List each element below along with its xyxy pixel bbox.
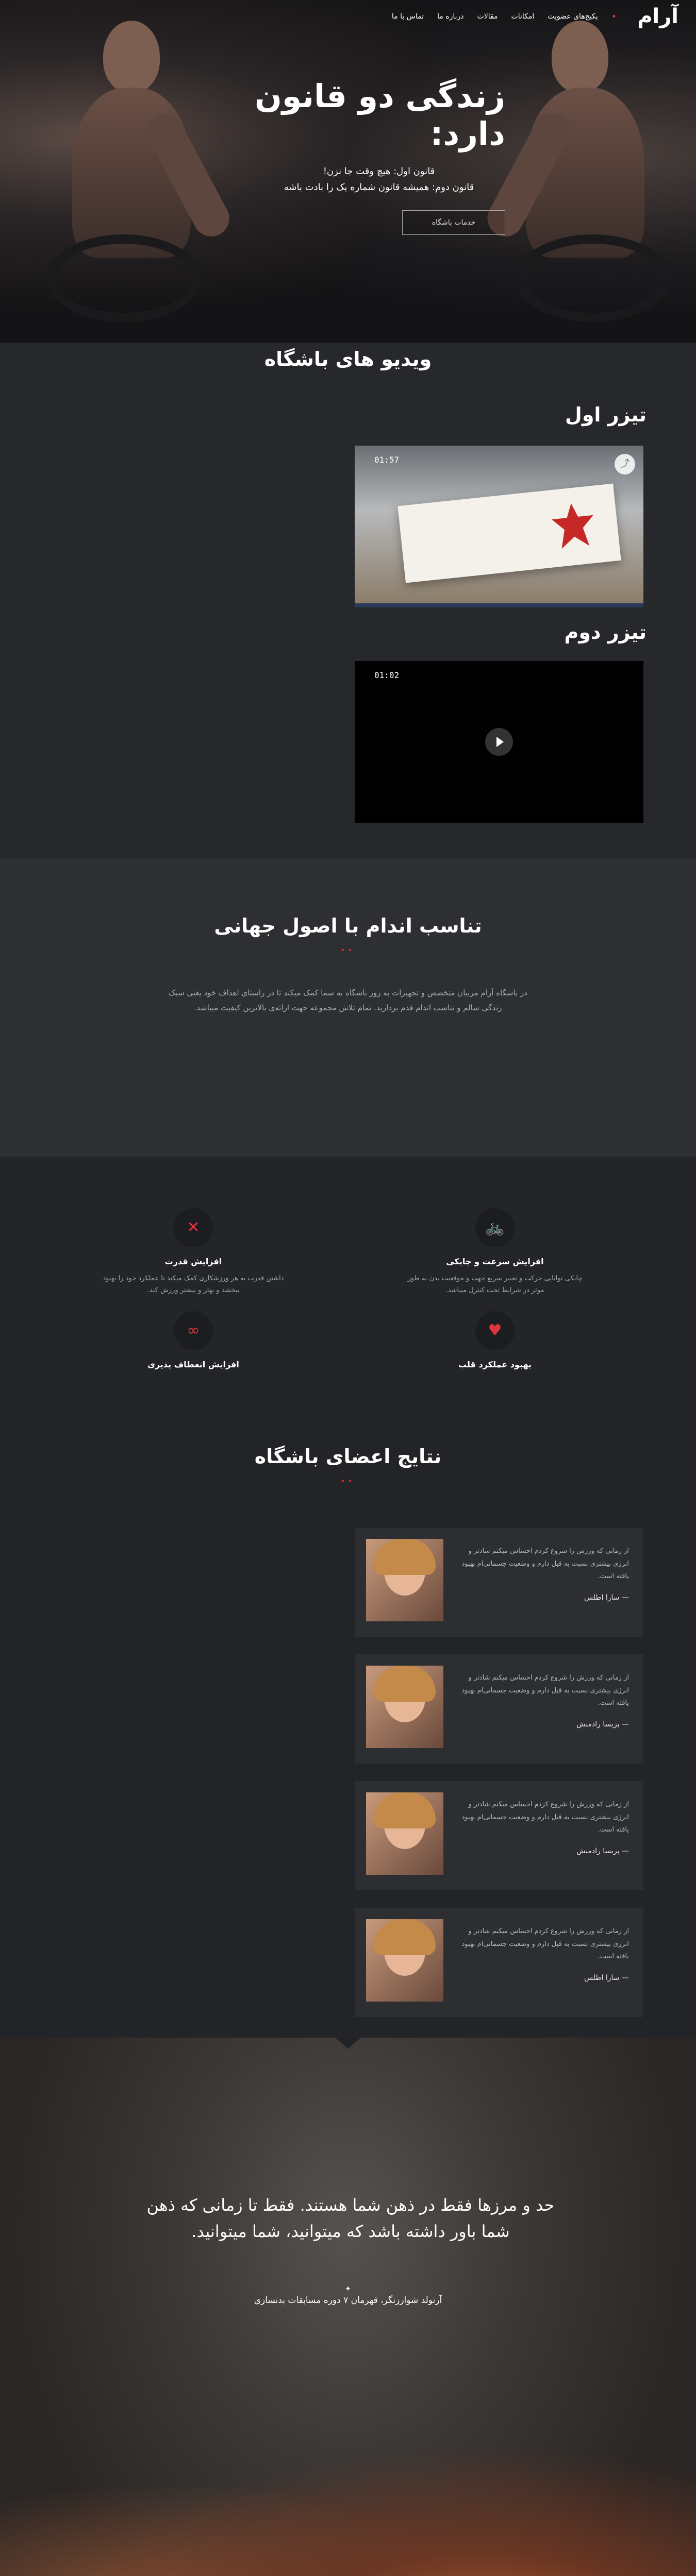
feature-text: داشتن قدرت به هر ورزشکاری کمک میکند تا عملکرد خود را بهبود ببخشد و بهتر و بیشتر ورزش کند.: [103, 1275, 284, 1295]
testimonial-card: [355, 1528, 643, 1637]
testimonial-author: — پریسا رادمنش: [576, 1847, 629, 1855]
hero-section: [0, 0, 696, 343]
nav-contact[interactable]: تماس با ما: [391, 12, 424, 21]
testimonial-author: — پریسا رادمنش: [576, 1720, 629, 1728]
video-thumbnail: [355, 446, 643, 607]
avatar: [366, 1919, 443, 2002]
testimonial-text: از زمانی که ورزش را شروع کردم احساس میکنم شادتر و انرژی بیشتری نسبت به قبل دارم و وضعیت جسمانی‌ام بهبود یافته است.: [461, 1547, 629, 1581]
hero-title: زندگی دو قانون دارد:: [254, 77, 505, 152]
avatar: [366, 1792, 443, 1875]
main-nav: [392, 11, 617, 22]
video-duration: 01:02: [374, 670, 400, 680]
fitness-section: [0, 858, 696, 1373]
feature-title: افزایش سرعت و چابکی: [446, 1257, 544, 1266]
section-notch: [335, 2038, 361, 2049]
testimonial-text: از زمانی که ورزش را شروع کردم احساس میکنم شادتر و انرژی بیشتری نسبت به قبل دارم و وضعیت جسمانی‌ام بهبود یافته است.: [461, 1801, 629, 1834]
site-logo[interactable]: آرام: [637, 5, 678, 28]
hero-rule-one: قانون اول: هیچ وقت جا نزن!: [323, 166, 435, 177]
fitness-title: تناسب اندام با اصول جهانی: [214, 914, 482, 937]
quote-author: آرنولد شوارزنگر، قهرمان ۷ دوره مسابقات بدنسازی: [254, 2295, 442, 2306]
feature-title: افزایش انعطاف پذیری: [147, 1360, 239, 1369]
testimonial-author: — سارا اطلس: [584, 1974, 629, 1982]
testimonial-text: از زمانی که ورزش را شروع کردم احساس میکنم شادتر و انرژی بیشتری نسبت به قبل دارم و وضعیت جسمانی‌ام بهبود یافته است.: [461, 1674, 629, 1707]
testimonial-card: [355, 1654, 643, 1764]
nav-packages[interactable]: پکیج‌های عضویت: [548, 12, 598, 21]
top-navbar: [0, 0, 696, 33]
share-icon[interactable]: ⤴: [615, 454, 635, 474]
separator-dots-icon: ••: [340, 946, 356, 955]
results-section: [0, 1373, 696, 2038]
testimonial-author: — سارا اطلس: [584, 1594, 629, 1602]
background-image: [0, 2414, 696, 2576]
quote-text: حد و مرزها فقط در ذهن شما هستند. فقط تا زمانی که ذهن شما باور داشته باشد که میتوانید، شما میتوانید.: [146, 2195, 555, 2242]
testimonial-text: از زمانی که ورزش را شروع کردم احساس میکنم شادتر و انرژی بیشتری نسبت به قبل دارم و وضعیت جسمانی‌ام بهبود یافته است.: [461, 1927, 629, 1961]
quote-section: [0, 2038, 696, 2576]
hero-rule-two: قانون دوم: همیشه قانون شماره یک را بادت باشه: [284, 182, 474, 193]
video-player-second[interactable]: [355, 661, 643, 823]
hero-content: [186, 77, 505, 235]
video-label-first: تیزر اول: [565, 403, 647, 426]
video-player-first[interactable]: [355, 446, 643, 607]
features-area: [0, 1157, 696, 1373]
feature-title: افزایش قدرت: [164, 1257, 222, 1266]
separator-dots-icon: ••: [340, 1477, 356, 1485]
active-dot-icon: •: [611, 11, 617, 22]
hero-image-right: [490, 0, 686, 343]
results-title: نتایج اعضای باشگاه: [254, 1445, 442, 1468]
feature-text: چابکی توانایی حرکت و تغییر سریع جهت و موقعیت بدن به طور موثر در شرایط تحت کنترل میباشد.: [407, 1275, 583, 1295]
feature-title: بهبود عملکرد قلب: [458, 1360, 532, 1369]
star-icon: ✦: [345, 2285, 351, 2293]
avatar: [366, 1539, 443, 1621]
video-progress-bar[interactable]: [355, 603, 643, 607]
bicycle-icon: 🚲: [475, 1208, 515, 1247]
videos-section: [0, 343, 696, 858]
video-label-second: تیزر دوم: [564, 621, 647, 643]
testimonial-card: [355, 1908, 643, 2017]
avatar: [366, 1666, 443, 1748]
videos-title: ویدیو های باشگاه: [264, 348, 432, 370]
nav-about[interactable]: درباره ما: [437, 12, 464, 21]
video-duration: 01:57: [374, 455, 400, 465]
dumbbell-icon: ✕: [174, 1208, 213, 1247]
testimonial-card: [355, 1781, 643, 1890]
feature-speed: [402, 1208, 588, 1297]
nav-facilities[interactable]: امکانات: [511, 12, 535, 21]
gym-services-button[interactable]: خدمات باشگاه: [402, 210, 505, 235]
infinity-icon: ∞: [174, 1311, 213, 1350]
heart-icon: ♥: [475, 1311, 515, 1350]
fitness-intro: در باشگاه آرام مربیان متخصص و تجهیزات به روز باشگاه به شما کمک میکند تا در راستای اهداف خود یعنی سبک زندگی سالم و تناسب اندام قدم بردارید. تمام تلاش مجموعه جهت ارائه‌ی بالاترین کیفیت میباشد.: [169, 988, 527, 1012]
feature-strength: [101, 1208, 286, 1297]
play-icon[interactable]: [485, 728, 513, 756]
nav-articles[interactable]: مقالات: [477, 12, 498, 21]
